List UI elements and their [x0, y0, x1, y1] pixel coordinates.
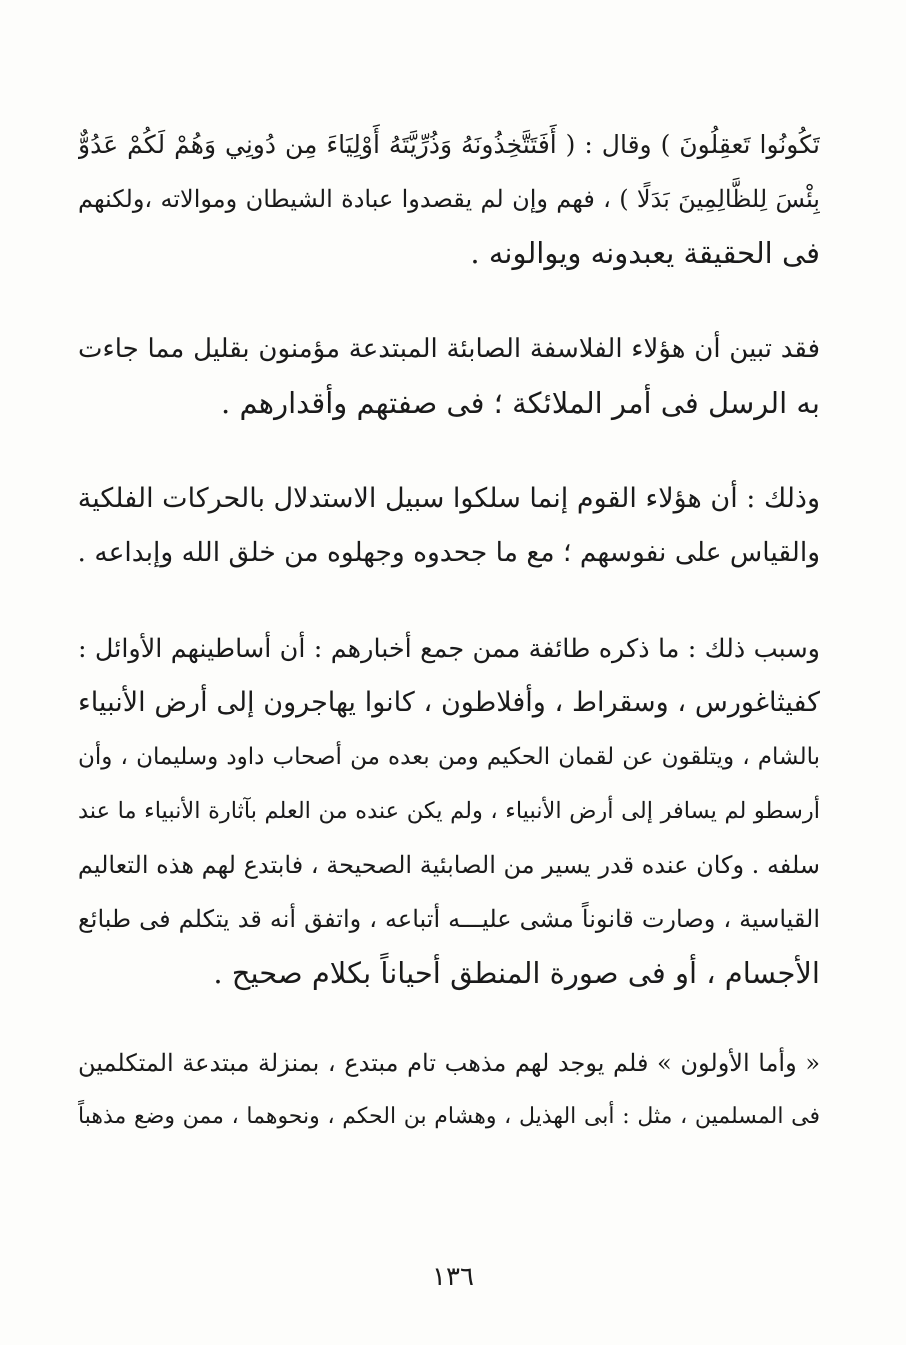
text-line: الأجسام ، أو فى صورة المنطق أحياناً بكلام صحيح . — [213, 956, 820, 990]
page-number: ١٣٦ — [432, 1262, 474, 1292]
paragraph-gap — [78, 580, 820, 622]
text-line: سلفه . وكان عنده قدر يسير من الصابئية الصحيحة ، فابتدع لهم هذه التعاليم — [78, 851, 820, 879]
text-line: أرسطو لم يسافر إلى أرض الأنبياء ، ولم يكن عنده من العلم بآثارة الأنبياء ما عند — [78, 798, 820, 824]
paragraph-gap — [78, 430, 820, 472]
paragraph-gap — [78, 1000, 820, 1036]
paragraph-gap — [78, 280, 820, 322]
text-line: كفيثاغورس ، وسقراط ، وأفلاطون ، كانوا يهاجرون إلى أرض الأنبياء — [78, 687, 820, 718]
text-line: فقد تبين أن هؤلاء الفلاسفة الصابئة المبتدعة مؤمنون بقليل مما جاءت — [78, 334, 820, 364]
text-line: وسبب ذلك : ما ذكره طائفة ممن جمع أخبارهم : أن أساطينهم الأوائل : — [78, 634, 820, 664]
text-line: فى الحقيقة يعبدونه ويوالونه . — [470, 236, 820, 270]
text-line: وذلك : أن هؤلاء القوم إنما سلكوا سبيل الاستدلال بالحركات الفلكية — [78, 483, 820, 514]
text-line: « وأما الأولون » فلم يوجد لهم مذهب تام مبتدع ، بمنزلة مبتدعة المتكلمين — [78, 1049, 820, 1077]
text-line: بِئْسَ لِلظَّالِمِينَ بَدَلًا ) ، فهم وإن لم يقصدوا عبادة الشيطان وموالاته ،ولكنهم — [78, 185, 820, 213]
text-line: القياسية ، وصارت قانوناً مشى عليـــه أتباعه ، واتفق أنه قد يتكلم فى طبائع — [78, 905, 820, 933]
body-text — [78, 118, 820, 1144]
text-line: تَكُونُوا تَعقِلُونَ ) وقال : ( أَفَتَتَّخِذُونَهُ وَذُرِّيَّتَهُ أَوْلِيَاءَ مِن دُونِي وَهُمْ لَكُمْ عَدُوٌّ — [78, 130, 820, 159]
text-line: فى المسلمين ، مثل : أبى الهذيل ، وهشام بن الحكم ، ونحوهما ، ممن وضع مذهباً — [78, 1104, 820, 1129]
text-line: به الرسل فى أمر الملائكة ؛ فى صفتهم وأقدارهم . — [221, 386, 820, 420]
text-line: والقياس على نفوسهم ؛ مع ما جحدوه وجهلوه من خلق الله وإبداعه . — [78, 537, 820, 568]
text-line: بالشام ، ويتلقون عن لقمان الحكيم ومن بعده من أصحاب داود وسليمان ، وأن — [78, 744, 820, 770]
